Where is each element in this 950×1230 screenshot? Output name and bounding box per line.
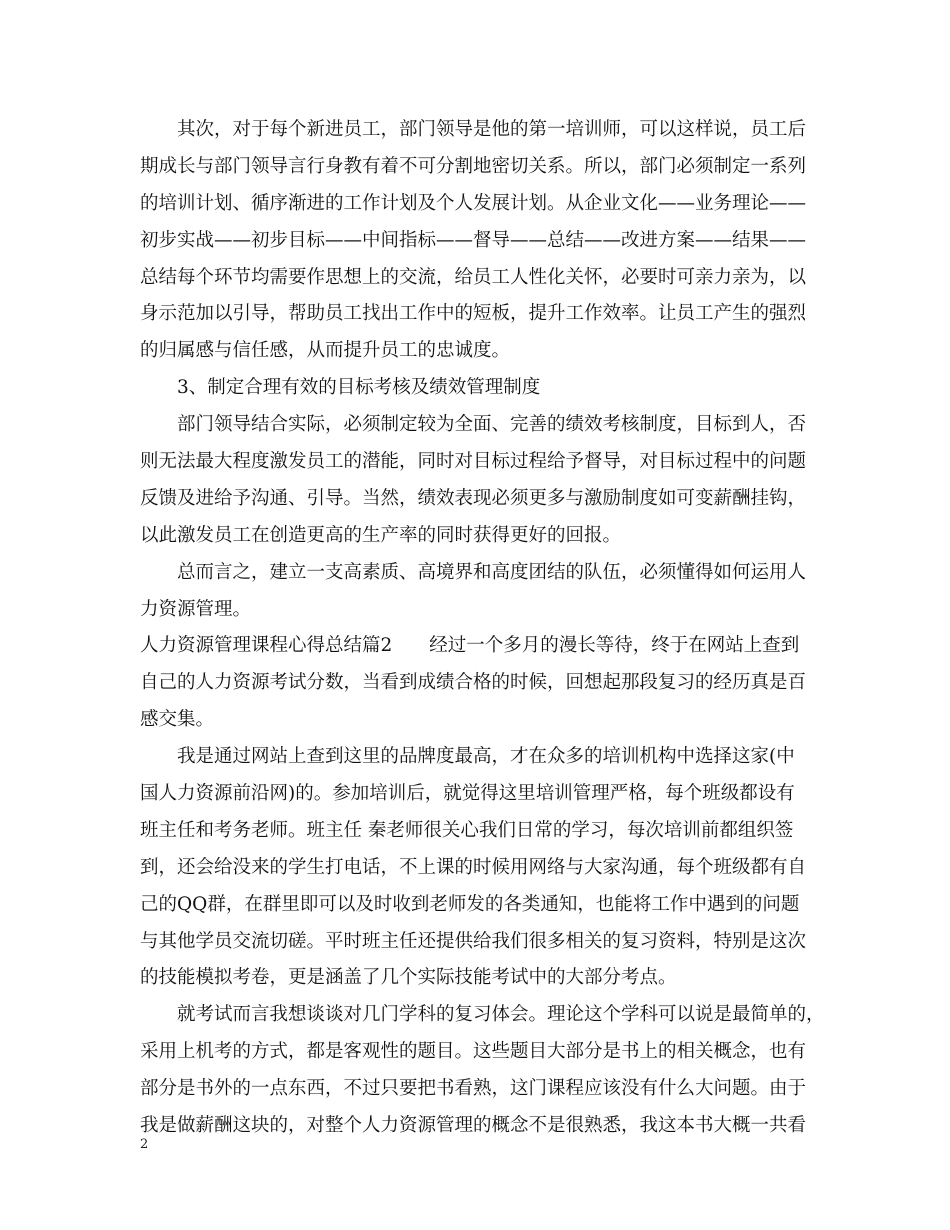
body-line: 采用上机考的方式，都是客观性的题目。这些题目大部分是书上的相关概念，也有	[140, 1041, 807, 1063]
body-line: 我是做薪酬这块的，对整个人力资源管理的概念不是很熟悉，我这本书大概一共看	[140, 1115, 807, 1137]
body-line: 与其他学员交流切磋。平时班主任还提供给我们很多相关的复习资料，特别是这次	[140, 930, 807, 952]
body-line: 部门领导结合实际，必须制定较为全面、完善的绩效考核制度，目标到人，否	[177, 414, 807, 436]
body-line: 己的QQ群，在群里即可以及时收到老师发的各类通知，也能将工作中遇到的问题	[140, 893, 800, 915]
body-line: 就考试而言我想谈谈对几门学科的复习体会。理论这个学科可以说是最简单的，	[177, 1004, 825, 1026]
body-line: 初步实战——初步目标——中间指标——督导——总结——改进方案——结果——	[140, 229, 807, 251]
page-number: 2	[140, 1137, 149, 1152]
body-line: 身示范加以引导，帮助员工找出工作中的短板，提升工作效率。让员工产生的强烈	[140, 303, 807, 325]
body-line: 感交集。	[140, 709, 215, 731]
body-line: 则无法最大程度激发员工的潜能，同时对目标过程给予督导，对目标过程中的问题	[140, 451, 807, 473]
body-line: 反馈及进给予沟通、引导。当然，绩效表现必须更多与激励制度如可变薪酬挂钩，	[140, 487, 807, 509]
body-line: 的归属感与信任感，从而提升员工的忠诚度。	[140, 340, 511, 362]
body-line: 其次，对于每个新进员工，部门领导是他的第一培训师，可以这样说，员工后	[177, 119, 807, 140]
body-line: 到，还会给没来的学生打电话，不上课的时候用网络与大家沟通，每个班级都有自	[140, 856, 807, 878]
body-line: 以此激发员工在创造更高的生产率的同时获得更好的回报。	[140, 524, 622, 546]
body-line: 自己的人力资源考试分数，当看到成绩合格的时候，回想起那段复习的经历真是百	[140, 672, 807, 694]
body-line: 的技能模拟考卷，更是涵盖了几个实际技能考试中的大部分考点。	[140, 967, 677, 989]
body-line: 总结每个环节均需要作思想上的交流，给员工人性化关怀，必要时可亲力亲为，以	[140, 266, 807, 288]
body-line: 我是通过网站上查到这里的品牌度最高，才在众多的培训机构中选择这家(中	[177, 746, 795, 768]
body-line: 的培训计划、循序渐进的工作计划及个人发展计划。从企业文化——业务理论——	[140, 192, 807, 214]
body-line: 期成长与部门领导言行身教有着不可分割地密切关系。所以，部门必须制定一系列	[140, 155, 807, 177]
body-line: 力资源管理。	[140, 598, 252, 620]
article-title-line: 人力资源管理课程心得总结篇2 经过一个多月的漫长等待，终于在网站上查到	[140, 635, 800, 657]
body-line: 国人力资源前沿网)的。参加培训后，就觉得这里培训管理严格，每个班级都设有	[140, 783, 795, 805]
section-heading: 3、制定合理有效的目标考核及绩效管理制度	[177, 377, 541, 399]
document-body	[140, 112, 825, 1145]
body-line: 总而言之，建立一支高素质、高境界和高度团结的队伍，必须懂得如何运用人	[177, 561, 807, 583]
body-line: 班主任和考务老师。班主任 秦老师很关心我们日常的学习，每次培训前都组织签	[140, 819, 794, 841]
body-line: 部分是书外的一点东西，不过只要把书看熟，这门课程应该没有什么大问题。由于	[140, 1078, 807, 1100]
